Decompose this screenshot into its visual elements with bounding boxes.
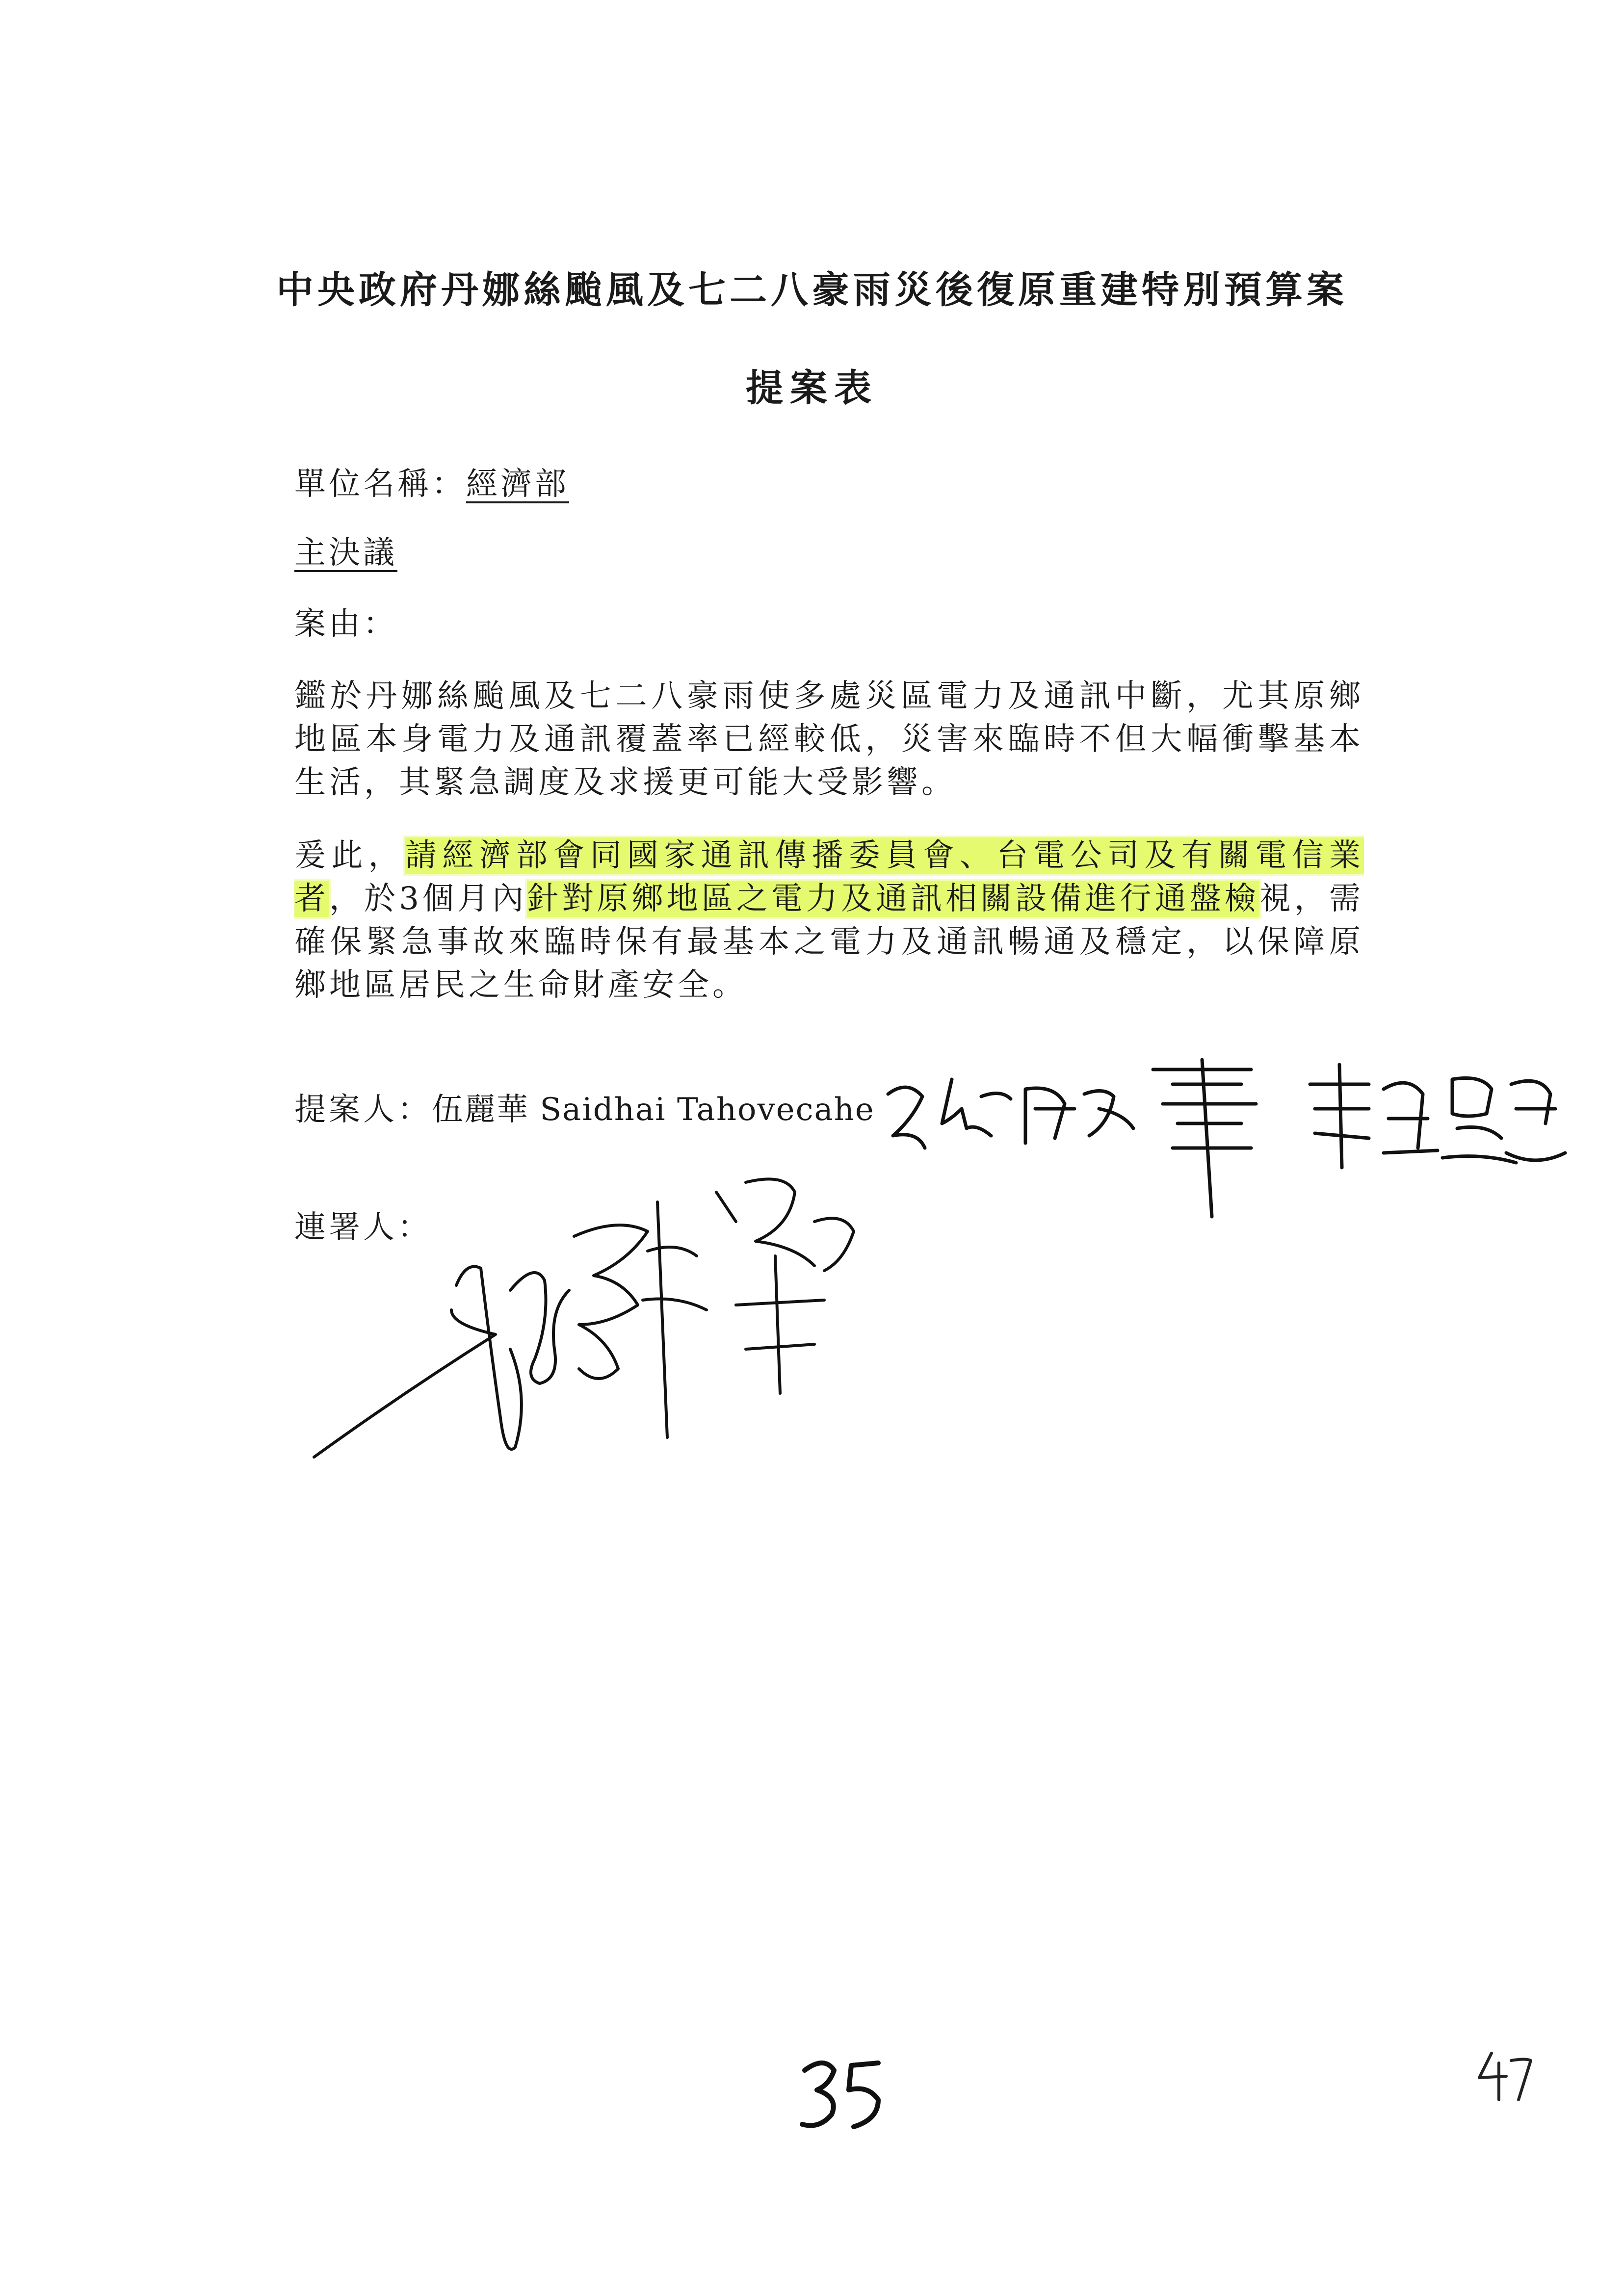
resolution-middle: ，於3個月內 [329, 881, 527, 917]
document-subtitle: 提案表 [746, 366, 878, 410]
page-number-corner [1472, 2046, 1536, 2105]
resolution-tail: 視，需確保緊急事故來臨時保有最基本之電力及通訊暢通及穩定，以保障原鄉地區居民之生命財產安全。 [294, 881, 1364, 1003]
resolution-text [294, 834, 1364, 1007]
resolution-highlight-2: 針對原鄉地區之電力及通訊相關設備進行通盤檢 [527, 881, 1259, 917]
cosigner-label: 連署人： [294, 1209, 432, 1246]
proposer-name: 伍麗華 Saidhai Tahovecahe [432, 1092, 875, 1128]
proposer-signature-2 [1295, 1055, 1570, 1182]
decision-type: 主決議 [294, 535, 397, 571]
document-title: 中央政府丹娜絲颱風及七二八豪雨災後復原重建特別預算案 [276, 268, 1348, 312]
page-number-handwritten [795, 2051, 893, 2134]
proposer-label: 提案人： [294, 1092, 432, 1128]
resolution-highlight-1: 請經濟部會同國家通訊傳播委員會、台電公司及有關電信業者 [294, 837, 1364, 917]
unit-label: 單位名稱： [294, 466, 466, 502]
reason-label: 案由： [294, 606, 397, 642]
unit-value: 經濟部 [466, 466, 569, 502]
cosigner-signature [304, 1163, 873, 1477]
reason-text: 鑑於丹娜絲颱風及七二八豪雨使多處災區電力及通訊中斷，尤其原鄉地區本身電力及通訊覆蓋率已經較低，災害來臨時不但大幅衝擊基本生活，其緊急調度及求援更可能大受影響。 [294, 678, 1364, 801]
decision-line [294, 527, 397, 573]
proposer-line [294, 1084, 875, 1129]
unit-line [294, 459, 569, 504]
proposer-signature-1 [878, 1050, 1261, 1236]
resolution-prefix: 爰此， [294, 837, 405, 874]
